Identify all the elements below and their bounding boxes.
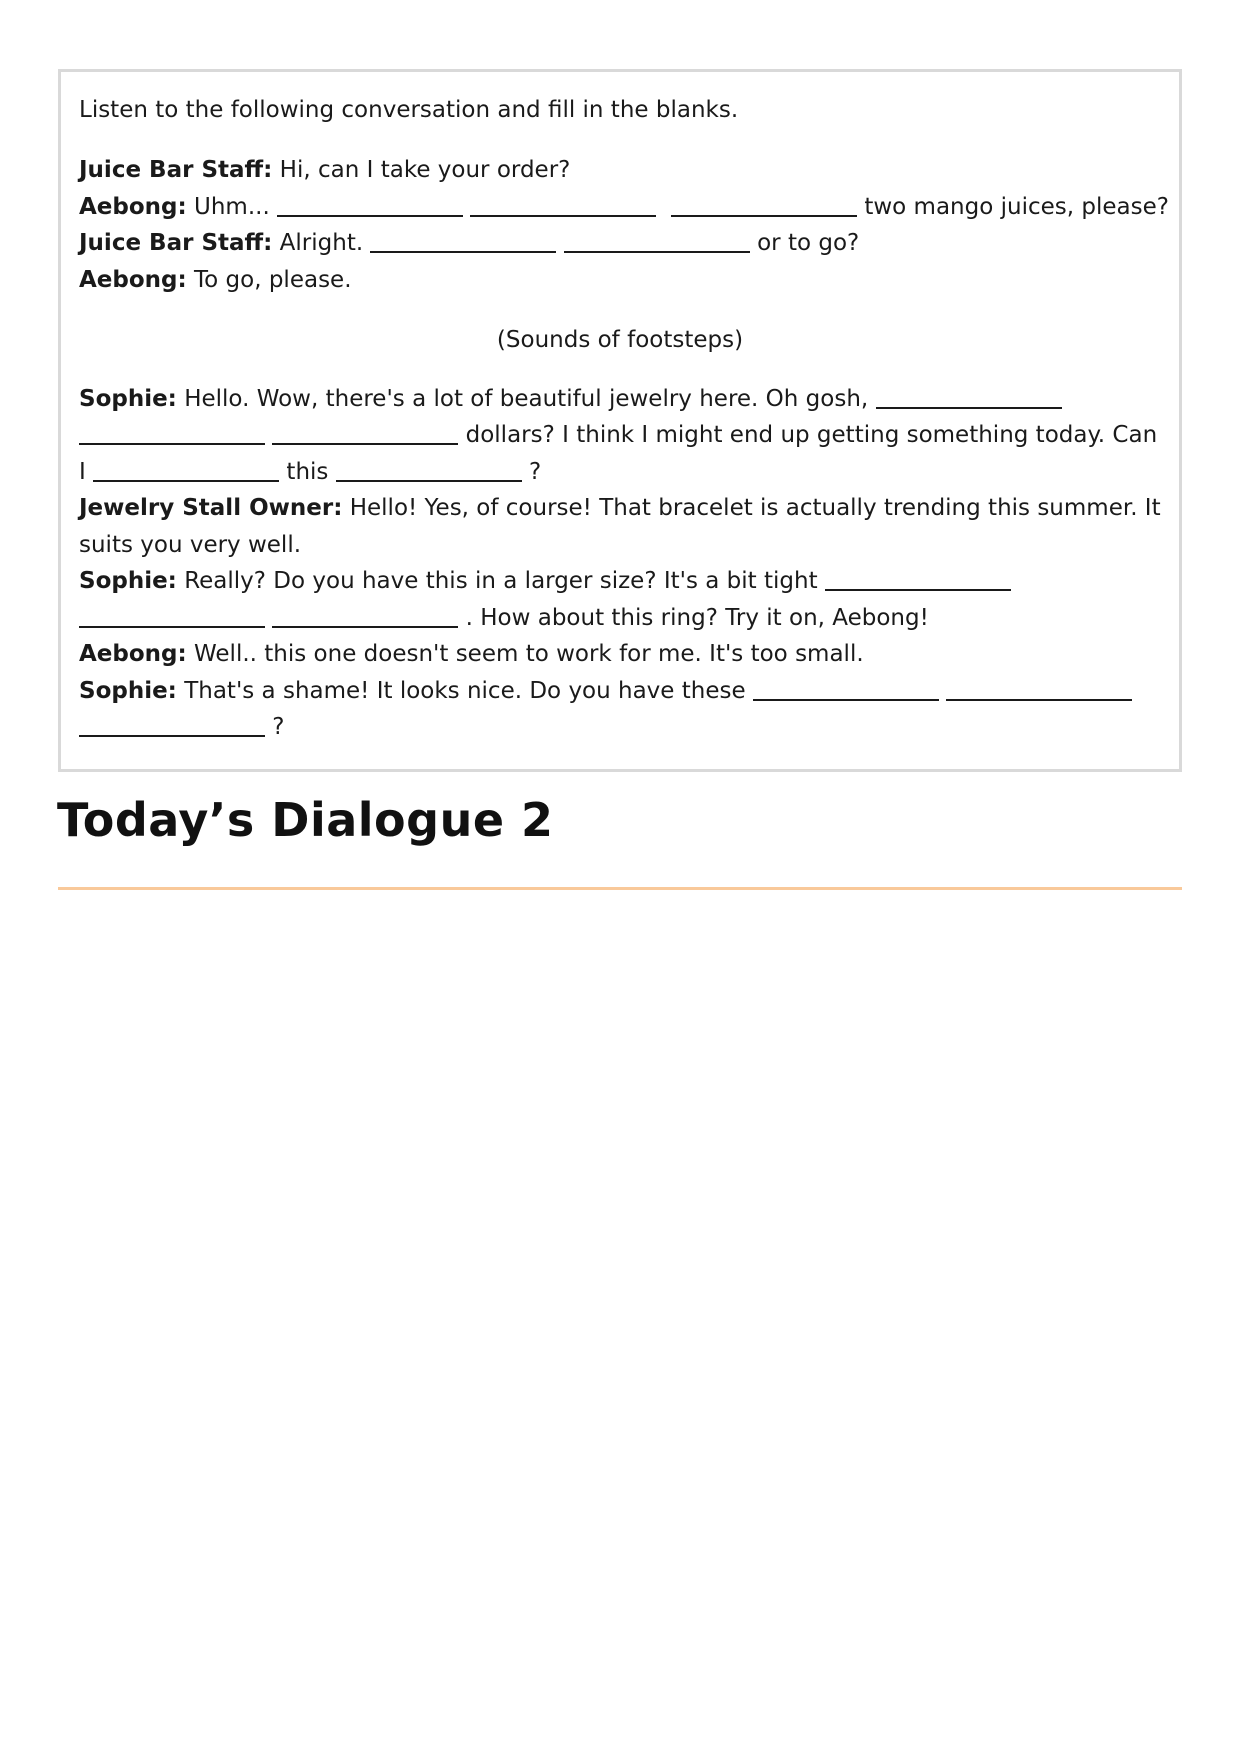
answer-blank[interactable] (79, 625, 265, 628)
dialogue-line (79, 563, 1161, 636)
answer-blank[interactable] (272, 442, 458, 445)
answer-blank[interactable] (370, 250, 556, 253)
fill-in-blanks-exercise (58, 69, 1182, 772)
speaker-name: Sophie: (79, 677, 177, 704)
dialogue-line (79, 262, 1161, 299)
dialogue-text: That's a shame! It looks nice. Do you have these (176, 677, 753, 704)
stage-direction: (Sounds of footsteps) (496, 327, 744, 353)
speaker-name: Jewelry Stall Owner: (79, 495, 343, 521)
section-title: Today’s Dialogue 2 (57, 793, 554, 847)
dialogue-text: Well.. this one doesn't seem to work for me. It's too small. (186, 641, 864, 667)
dialogue-line (79, 673, 1161, 746)
dialogue-line (79, 189, 1169, 226)
speaker-name: Sophie: (79, 385, 177, 412)
answer-blank[interactable] (876, 406, 1062, 409)
answer-blank[interactable] (79, 734, 265, 737)
answer-blank[interactable] (825, 588, 1011, 591)
speaker-name: Sophie: (79, 568, 177, 594)
dialogue-text: ? (521, 458, 542, 485)
title-divider (58, 887, 1182, 890)
dialogue-text: To go, please. (186, 266, 352, 293)
answer-blank[interactable] (470, 214, 656, 217)
exercise-instruction: Listen to the following conversation and fill in the blanks. (79, 97, 739, 123)
dialogue-text: two mango juices, please? (857, 193, 1169, 220)
answer-blank[interactable] (671, 214, 857, 217)
speaker-name: Aebong: (79, 641, 187, 667)
dialogue-text: Hello. Wow, there's a lot of beautiful jewelry here. Oh gosh, (176, 385, 876, 412)
speaker-name: Aebong: (79, 266, 187, 293)
dialogue-text: ? (265, 714, 285, 740)
answer-blank[interactable] (336, 479, 522, 482)
answer-blank[interactable] (564, 250, 750, 253)
dialogue-line (79, 152, 1161, 189)
speaker-name: Aebong: (79, 193, 187, 220)
dialogue-line (79, 225, 1161, 262)
dialogue-text: . How about this ring? Try it on, Aebong! (458, 604, 929, 631)
answer-blank[interactable] (946, 698, 1132, 701)
answer-blank[interactable] (93, 479, 279, 482)
dialogue-text: Hello! Yes, of course! That bracelet is actually trending this summer. It suits you very well. (79, 495, 1161, 558)
dialogue-text: Really? Do you have this in a larger size? It's a bit tight (176, 568, 825, 594)
dialogue-text: Alright. (272, 230, 371, 256)
answer-blank[interactable] (272, 625, 458, 628)
dialogue-text: or to go? (749, 230, 860, 256)
dialogue-text: this (279, 458, 336, 485)
answer-blank[interactable] (753, 698, 939, 701)
speaker-name: Juice Bar Staff: (79, 157, 273, 183)
dialogue-line (79, 381, 1161, 491)
dialogue-line (79, 490, 1161, 563)
dialogue-line (79, 636, 1161, 673)
answer-blank[interactable] (79, 442, 265, 445)
speaker-name: Juice Bar Staff: (79, 230, 273, 256)
answer-blank[interactable] (277, 214, 463, 217)
dialogue-text: Uhm... (186, 193, 278, 220)
dialogue-text: dollars? I think I might end up getting something today. Can I (79, 422, 1158, 485)
dialogue-text: Hi, can I take your order? (272, 157, 571, 183)
